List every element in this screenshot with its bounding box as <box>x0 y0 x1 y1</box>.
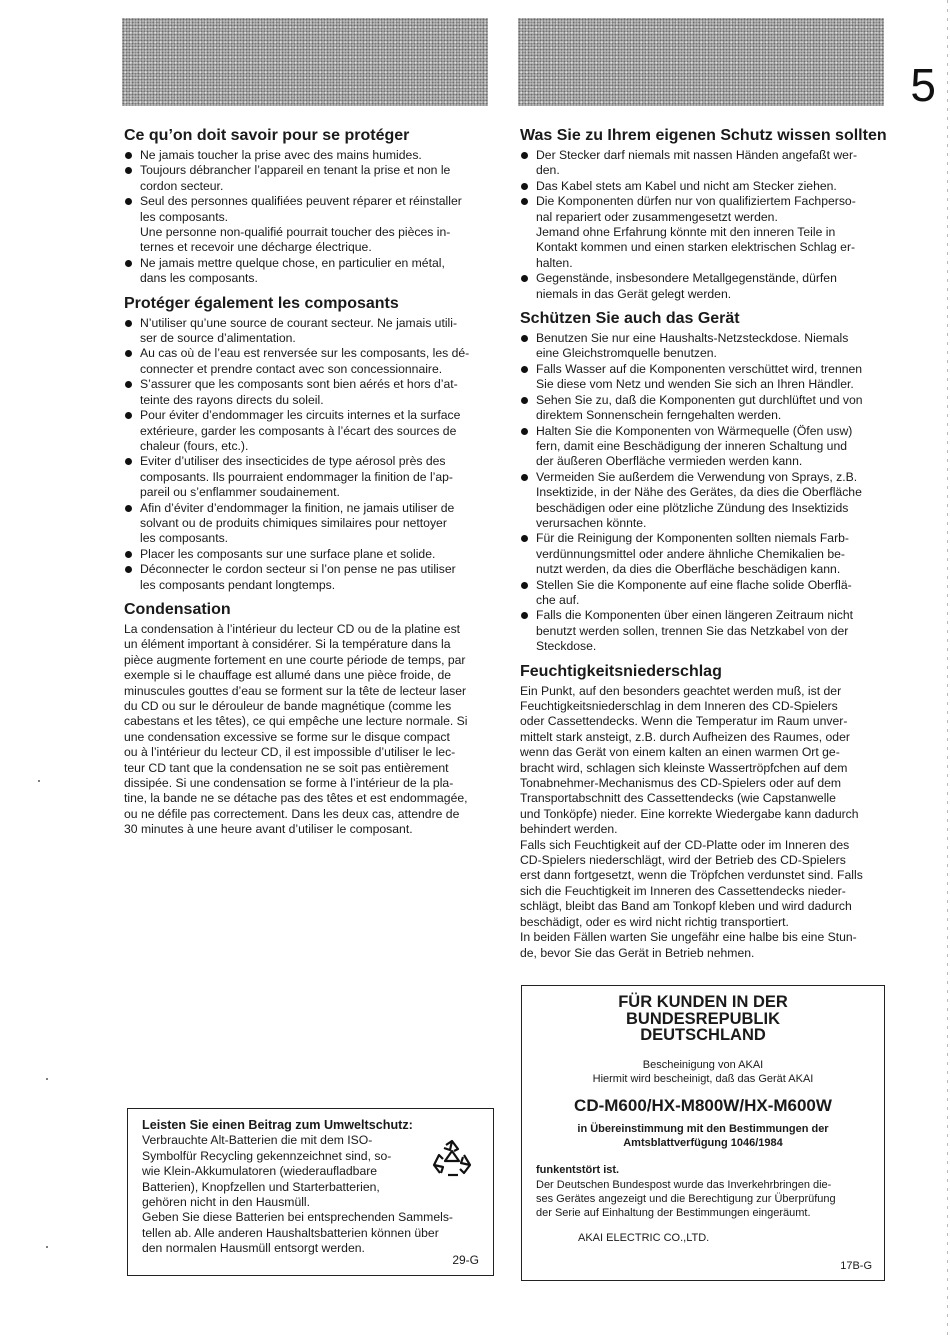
recycle-icon <box>430 1139 474 1183</box>
bullet-icon <box>521 428 528 435</box>
text-line: un élément important à considérer. Si la température dans la <box>124 637 451 652</box>
page-number: 5 <box>910 59 936 111</box>
text-line: Die Komponenten dürfen nur von qualifiziertem Fachperso- <box>536 194 856 209</box>
text-line: Batterien), Knopfzellen und Starterbatterien, <box>142 1179 380 1194</box>
model-number: CD-M600/HX-M800W/HX-M600W <box>574 1096 832 1115</box>
text-line: beschädigen oder eine plötzliche Zündung des Insektizids <box>536 500 849 515</box>
company-name: AKAI ELECTRIC CO.,LTD. <box>578 1232 710 1244</box>
text-line: Falls sich Feuchtigkeit auf der CD-Platte oder im Inneren des <box>520 837 850 852</box>
text-line: oder Cassettendecks. Wenn die Temperatur im Raum unver- <box>520 714 848 729</box>
text-line: wenn das Gerät von einem kalten an einen warmen Ort ge- <box>520 745 840 760</box>
text-line: du CD ou sur le dérouleur de bande magnétique (comme les <box>124 699 452 713</box>
bullet-icon <box>125 505 132 512</box>
text-line: Geben Sie diese Batterien bei entsprechenden Sammels- <box>142 1210 453 1225</box>
text-line: Vermeiden Sie außerdem die Verwendung von Sprays, z.B. <box>536 469 858 484</box>
text-line: Pour éviter d’endommager les circuits internes et la surface <box>140 408 461 423</box>
bullet-item <box>124 316 492 347</box>
text-line: ternes et recevoir une décharge électrique. <box>140 240 372 255</box>
bullet-list <box>124 316 492 593</box>
text-line: cabestans et les têtes), ce qui empêche une lecture normale. Si <box>124 714 468 729</box>
text-line: Ne jamais mettre quelque chose, en particulier en métal, <box>140 255 445 270</box>
text-line: exemple si le chauffage est allumé dans une pièce froide, de <box>124 668 452 683</box>
bullet-icon <box>125 350 132 357</box>
bullet-item <box>520 578 888 609</box>
text-line: In beiden Fällen warten Sie ungefähr eine halbe bis eine Stun- <box>520 930 857 945</box>
text-line: Déconnecter le cordon secteur si l’on pense ne pas utiliser <box>140 562 456 577</box>
text-line: den normalen Hausmüll entsorgt werden. <box>142 1241 365 1256</box>
text-line: Stellen Sie die Komponente auf eine flache solide Oberflä- <box>536 577 852 592</box>
text-line: direktem Sonnenschein ferngehalten werden. <box>536 408 782 423</box>
page-code: 29-G <box>452 1252 479 1267</box>
text-line: composants. Ils pourraient endommager la finition de l’ap- <box>140 469 453 484</box>
text-line: chaleur (fours, etc.). <box>140 438 249 453</box>
environment-notice-title: Leisten Sie einen Beitrag zum Umweltschutz: <box>142 1118 413 1132</box>
bullet-icon <box>521 612 528 619</box>
bullet-icon <box>521 275 528 282</box>
text-line: Afin d’éviter d’endommager la finition, ne jamais utiliser de <box>140 500 455 515</box>
bullet-item <box>520 271 888 302</box>
text-line: Sie diese vom Netz und wenden Sie sich an Ihren Händler. <box>536 377 854 392</box>
bullet-item <box>520 148 888 179</box>
text-line: der Serie auf Einhaltung der Bestimmungen eingeräumt. <box>536 1207 811 1219</box>
bullet-icon <box>521 582 528 589</box>
text-line: Bescheinigung von AKAI <box>642 1059 764 1071</box>
text-line: teinte des rayons directs du soleil. <box>140 392 324 407</box>
bullet-item <box>520 331 888 362</box>
text-line: Seul des personnes qualifiées peuvent réparer et réinstaller <box>140 194 462 209</box>
bullet-item <box>124 377 492 408</box>
text-line: 30 minutes à une heure avant d’utiliser le composant. <box>124 822 413 837</box>
text-line: tine, la bande ne se détache pas des têtes et est endommagée, <box>124 791 468 806</box>
text-line: S’assurer que les composants sont bien aérés et hors d’at- <box>140 377 458 392</box>
text-line: che auf. <box>536 592 580 607</box>
text-line: Eviter d’utiliser des insecticides de type aérosol près des <box>140 454 446 469</box>
bullet-list <box>520 331 888 655</box>
certificate-text <box>536 1178 872 1220</box>
text-line: Tonabnehmer-Mechanismus des CD-Spielers oder auf dem <box>520 776 842 791</box>
section-heading: Ce qu’on doit savoir pour se protéger <box>124 127 410 144</box>
halftone-header-right <box>518 18 884 106</box>
germany-certificate-box <box>521 985 885 1281</box>
bullet-icon <box>125 458 132 465</box>
text-line: Feuchtigkeitsniederschlag in dem Inneren des CD-Spielers <box>520 699 838 713</box>
environment-notice-box <box>127 1108 494 1276</box>
bullet-icon <box>521 366 528 373</box>
text-line: Der Deutschen Bundespost wurde das Inverkehrbringen die- <box>536 1179 832 1191</box>
halftone-header-left <box>122 18 488 106</box>
bullet-icon <box>125 198 132 205</box>
text-line: in Übereinstimmung mit den Bestimmungen der <box>577 1123 829 1135</box>
bullet-item <box>124 163 492 194</box>
bullet-icon <box>521 474 528 481</box>
bullet-item <box>124 194 492 256</box>
text-line: pareil ou s’enflammer soudainement. <box>140 485 340 500</box>
bullet-icon <box>521 152 528 159</box>
bullet-icon <box>125 566 132 573</box>
text-line: Transportabschnitt des Cassettendecks (wie Capstanwelle <box>520 791 836 806</box>
text-line: Ne jamais toucher la prise avec des mains humides. <box>140 148 422 162</box>
text-line: Une personne non-qualifié pourrait toucher des pièces in- <box>140 225 451 240</box>
page-code: 17B-G <box>840 1260 872 1272</box>
scan-speck <box>46 1078 48 1080</box>
interference-suppressed-label: funkentstört ist. <box>536 1164 620 1176</box>
bullet-item <box>124 501 492 547</box>
bullet-icon <box>125 381 132 388</box>
bullet-icon <box>521 397 528 404</box>
text-line: une condensation excessive se forme sur le disque compact <box>124 729 450 744</box>
section-paragraph <box>520 684 888 961</box>
text-line: dissipée. Si une condensation se forme à l’intérieur de la pla- <box>124 776 454 791</box>
text-line: Toujours débrancher l’appareil en tenant la prise et non le <box>140 163 451 178</box>
text-line: Symbolfür Recycling gekennzeichnet sind, so- <box>142 1148 392 1163</box>
text-line: sich die Feuchtigkeit im Inneren des Cassettendecks nieder- <box>520 883 846 898</box>
text-line: Steckdose. <box>536 639 597 654</box>
bullet-item <box>124 454 492 500</box>
text-line: ser de source d’alimentation. <box>140 331 296 346</box>
bullet-item <box>124 148 492 163</box>
environment-notice-text <box>142 1133 424 1210</box>
text-line: Für die Reinigung der Komponenten sollten niemals Farb- <box>536 531 849 546</box>
text-line: les composants pendant longtemps. <box>140 577 336 592</box>
text-line: halten. <box>536 255 573 270</box>
text-line: mittelt stark ansteigt, z.B. durch Aufheizen des Raumes, oder <box>520 729 850 744</box>
bullet-list <box>520 148 888 302</box>
bullet-item <box>124 547 492 562</box>
german-column <box>520 126 888 961</box>
bullet-item <box>124 562 492 593</box>
text-line: Jemand ohne Erfahrung könnte mit den inneren Teile in <box>536 225 836 240</box>
scan-speck <box>38 780 40 782</box>
bullet-item <box>520 608 888 654</box>
text-line: Sehen Sie zu, daß die Komponenten gut durchlüftet und von <box>536 392 863 407</box>
certificate-statement <box>522 1058 884 1086</box>
heading-line: FÜR KUNDEN IN DER <box>618 993 788 1011</box>
text-line: Der Stecker darf niemals mit nassen Händen angefaßt wer- <box>536 148 858 162</box>
text-line: verursachen könnte. <box>536 515 647 530</box>
text-line: cordon secteur. <box>140 178 224 193</box>
bullet-icon <box>521 183 528 190</box>
text-line: nutzt werden, da dies die Oberfläche beschädigen kann. <box>536 562 841 577</box>
text-line: gehören nicht in den Hausmüll. <box>142 1195 311 1210</box>
text-line: Placer les composants sur une surface plane et solide. <box>140 546 436 561</box>
bullet-item <box>520 531 888 577</box>
text-line: solvant ou de produits chimiques similaires pour nettoyer <box>140 515 447 530</box>
text-line: ou ne défile pas correctement. Dans les deux cas, attendre de <box>124 806 460 821</box>
bullet-item <box>124 256 492 287</box>
text-line: de, bevor Sie das Gerät in Betrieb nehmen. <box>520 945 755 960</box>
text-line: fern, damit eine Beschädigung der inneren Schaltung und <box>536 438 847 453</box>
heading-line: DEUTSCHLAND <box>640 1026 766 1044</box>
text-line: Halten Sie die Komponenten von Wärmequelle (Öfen usw) <box>536 423 853 438</box>
text-line: der äußeren Oberfläche vermieden werden kann. <box>536 454 803 469</box>
text-line: verdünnungsmittel oder andere ähnliche Chemikalien be- <box>536 546 845 561</box>
bullet-item <box>520 424 888 470</box>
text-line: Verbrauchte Alt-Batterien die mit dem ISO- <box>142 1133 373 1148</box>
text-line: Benutzen Sie nur eine Haushalts-Netzsteckdose. Niemals <box>536 331 849 346</box>
bullet-item <box>124 408 492 454</box>
text-line: niemals in das Gerät gelegt werden. <box>536 286 732 301</box>
text-line: les composants. <box>140 209 229 224</box>
bullet-icon <box>125 551 132 558</box>
section-heading: Protéger également les composants <box>124 294 399 312</box>
text-line: les composants. <box>140 531 229 546</box>
text-line: connecter et prendre contact avec son concessionnaire. <box>140 361 443 376</box>
section-heading: Feuchtigkeitsniederschlag <box>520 662 722 680</box>
text-line: den. <box>536 163 560 178</box>
bullet-icon <box>521 535 528 542</box>
bullet-icon <box>521 335 528 342</box>
section-paragraph <box>124 622 492 838</box>
bullet-icon <box>521 198 528 205</box>
text-line: bracht wird, schlagen sich kleinste Wassertröpfchen auf dem <box>520 760 848 775</box>
text-line: wie Klein-Akkumulatoren (wiederaufladbare <box>142 1164 378 1179</box>
text-line: Insektizide, in der Nähe des Gerätes, da dies die Oberfläche <box>536 485 862 500</box>
scan-speck <box>46 1246 48 1248</box>
text-line: schlägt, bleibt das Band am Tonkopf kleben und wird dadurch <box>520 899 852 914</box>
text-line: N’utiliser qu’une source de courant secteur. Ne jamais utili- <box>140 315 458 330</box>
text-line: erst dann fortgesetzt, wenn die Tröpfchen verdunstet sind. Falls <box>520 868 863 883</box>
text-line: Kontakt kommen und einen starken elektrischen Schlag er- <box>536 240 856 255</box>
bullet-icon <box>125 320 132 327</box>
text-line: und Tonköpfe) nieder. Eine korrekte Wiedergabe kann dadurch <box>520 806 859 821</box>
certificate-heading <box>522 994 884 1044</box>
text-line: behindert werden. <box>520 822 618 837</box>
bullet-icon <box>125 260 132 267</box>
text-line: nal repariert oder zusammengesetzt werden. <box>536 209 778 224</box>
bullet-item <box>520 470 888 532</box>
section-heading: Condensation <box>124 600 231 618</box>
text-line: pièce augmente fortement en une courte période de temps, par <box>124 652 466 667</box>
text-line: Das Kabel stets am Kabel und nicht am Stecker ziehen. <box>536 178 837 193</box>
text-line: benutzt werden sollen, trennen Sie das Netzkabel von der <box>536 623 849 638</box>
text-line: Falls die Komponenten über einen längeren Zeitraum nicht <box>536 608 854 623</box>
heading-line: BUNDESREPUBLIK <box>625 1009 780 1028</box>
text-line: teur CD tant que la condensation ne se soit pas entièrement <box>124 760 449 775</box>
bullet-item <box>520 393 888 424</box>
bullet-icon <box>125 167 132 174</box>
text-line: ou à l’intérieur du lecteur CD, il est impossible d’utiliser le lec- <box>124 745 456 760</box>
text-line: beschädigt, oder es wird nicht richtig transportiert. <box>520 914 789 929</box>
text-line: CD-Spielers niederschlägt, wird der Betrieb des CD-Spielers <box>520 853 846 868</box>
scan-edge <box>947 0 948 1336</box>
text-line: minuscules gouttes d’eau se forment sur la tête de lecteur laser <box>124 683 467 698</box>
text-line: tellen ab. Alle anderen Haushaltsbatterien können über <box>142 1225 439 1240</box>
bullet-list <box>124 148 492 287</box>
environment-notice-text-2 <box>142 1210 479 1256</box>
bullet-item <box>520 362 888 393</box>
regulation-reference <box>522 1122 884 1150</box>
text-line: Hiermit wird bescheinigt, daß das Gerät AKAI <box>592 1073 814 1085</box>
text-line: ses Gerätes angezeigt und die Berechtigung zur Überprüfung <box>536 1193 836 1205</box>
text-line: dans les composants. <box>140 271 258 286</box>
section-heading: Schützen Sie auch das Gerät <box>520 310 740 328</box>
text-line: eine Gleichstromquelle benutzen. <box>536 346 717 361</box>
bullet-item <box>520 179 888 194</box>
french-column <box>124 126 492 838</box>
text-line: Ein Punkt, auf den besonders geachtet werden muß, ist der <box>520 683 842 698</box>
text-line: La condensation à l’intérieur du lecteur CD ou de la platine est <box>124 621 461 636</box>
text-line: Gegenstände, insbesondere Metallgegenstände, dürfen <box>536 271 837 286</box>
text-line: Falls Wasser auf die Komponenten verschüttet wird, trennen <box>536 361 863 376</box>
bullet-icon <box>125 412 132 419</box>
text-line: extérieure, garder les composants à l’écart des sources de <box>140 423 457 438</box>
text-line: Amtsblattverfügung 1046/1984 <box>623 1137 783 1149</box>
section-heading: Was Sie zu Ihrem eigenen Schutz wissen sollten <box>520 127 887 144</box>
bullet-item <box>520 194 888 271</box>
text-line: Au cas où de l’eau est renversée sur les composants, les dé- <box>140 346 470 361</box>
bullet-item <box>124 346 492 377</box>
bullet-icon <box>125 152 132 159</box>
